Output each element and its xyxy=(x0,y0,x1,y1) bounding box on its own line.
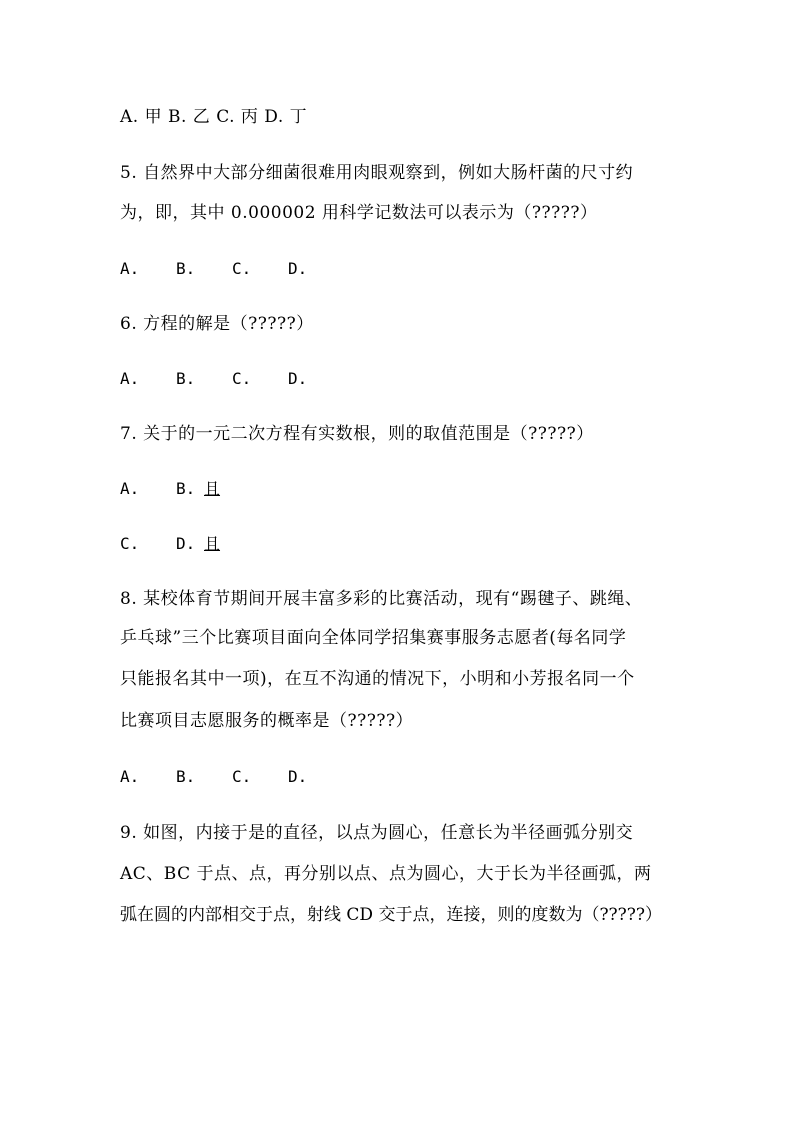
q8-option-b: B. xyxy=(176,767,196,786)
q6-option-c: C. xyxy=(232,369,252,388)
q6-option-a: A. xyxy=(120,369,140,388)
q5-text-line2: 为，即，其中 0.000002 用科学记数法可以表示为（?????） xyxy=(120,203,598,223)
q8-text-line4: 比赛项目志愿服务的概率是（?????） xyxy=(120,711,414,731)
q7-text-line1: 7. 关于的一元二次方程有实数根，则的取值范围是（?????） xyxy=(120,424,594,444)
q5-option-b: B. xyxy=(176,259,196,278)
q6-option-b: B. xyxy=(176,369,196,388)
q7-option-d-text: 且 xyxy=(204,534,221,553)
q9-text-line2: AC、BC 于点、点，再分别以点、点为圆心，大于长为半径画弧，两 xyxy=(120,864,652,884)
q5-option-c: C. xyxy=(232,259,252,278)
q8-option-a: A. xyxy=(120,767,140,786)
q8-text-line1: 8. 某校体育节期间开展丰富多彩的比赛活动，现有“踢毽子、跳绳、 xyxy=(120,589,643,609)
q8-option-d: D. xyxy=(288,767,308,786)
q5-text-line1: 5. 自然界中大部分细菌很难用肉眼观察到，例如大肠杆菌的尺寸约 xyxy=(120,163,634,183)
q8-option-c: C. xyxy=(232,767,252,786)
q6-text-line1: 6. 方程的解是（?????） xyxy=(120,314,314,334)
q6-option-d: D. xyxy=(288,369,308,388)
q5-option-a: A. xyxy=(120,259,140,278)
q7-option-c: C. xyxy=(120,534,140,553)
q5-option-d: D. xyxy=(288,259,308,278)
q9-text-line1: 9. 如图，内接于是的直径，以点为圆心，任意长为半径画弧分别交 xyxy=(120,823,634,843)
q7-option-b: B. xyxy=(176,479,196,498)
q8-text-line2: 乒乓球”三个比赛项目面向全体同学招集赛事服务志愿者(每名同学 xyxy=(120,628,627,648)
q7-option-a: A. xyxy=(120,479,140,498)
q7-option-d: D. xyxy=(176,534,196,553)
q7-option-b-text: 且 xyxy=(204,479,221,498)
q4-options: A. 甲 B. 乙 C. 丙 D. 丁 xyxy=(120,107,308,127)
q8-text-line3: 只能报名其中一项)，在互不沟通的情况下，小明和小芳报名同一个 xyxy=(120,669,635,689)
q9-text-line3: 弧在圆的内部相交于点，射线 CD 交于点，连接，则的度数为（?????） xyxy=(120,905,663,925)
